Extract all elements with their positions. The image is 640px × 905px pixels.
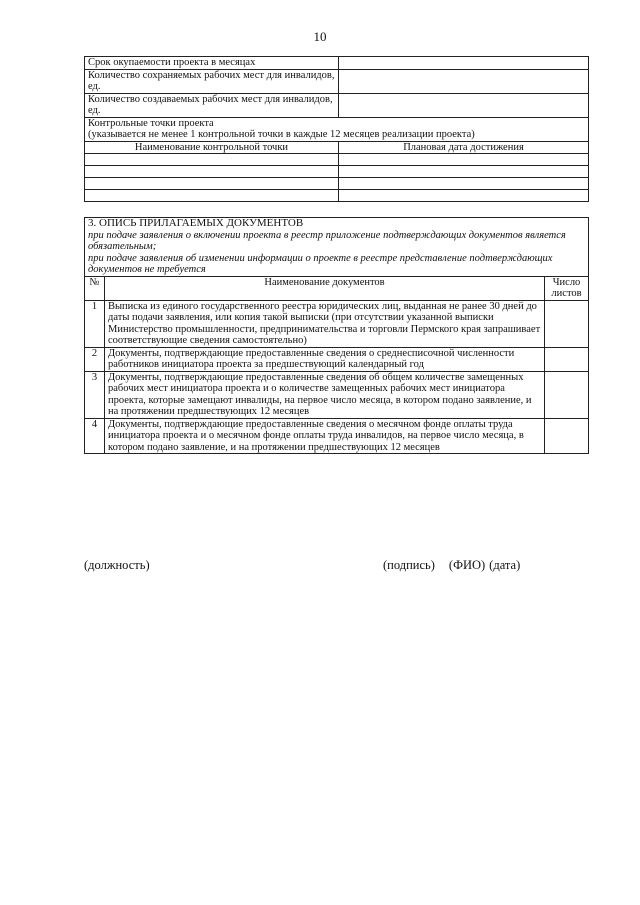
- document-row: [85, 418, 589, 454]
- document-row: [85, 371, 589, 418]
- doc-number: 3: [85, 371, 105, 418]
- doc-count-cell[interactable]: [545, 418, 589, 454]
- doc-name: Документы, подтверждающие предоставленные сведения о месячном фонде оплаты труда инициатора проекта и о месячном фонде оплаты труда инвалидов, на первое число месяца, в котором подано заявление, и на протяжении предшествующих 12 месяцев: [105, 418, 545, 454]
- document-row: [85, 300, 589, 347]
- signature-block: [383, 558, 534, 573]
- table-row: [85, 218, 589, 277]
- col-document-name: Наименование документов: [105, 276, 545, 300]
- kept-jobs-label: Количество сохраняемых рабочих мест для инвалидов, ед.: [85, 69, 339, 93]
- payback-value[interactable]: [339, 57, 589, 70]
- date-caption: (дата): [489, 558, 521, 572]
- documents-table: [84, 217, 589, 454]
- doc-count-cell[interactable]: [545, 347, 589, 371]
- checkpoints-title: Контрольные точки проекта: [88, 117, 214, 129]
- checkpoint-row: [85, 166, 589, 178]
- doc-name: Документы, подтверждающие предоставленные сведения об общем количестве замещенных рабочих мест инициатора проекта и о количестве замещенных рабочих мест инициатора проекта, которые замещают инвалиды, на первое число месяца, в котором подано заявление, и на протяжении предшествующих 12 месяцев: [105, 371, 545, 418]
- col-number: №: [85, 276, 105, 300]
- document-row: [85, 347, 589, 371]
- table-row: [85, 93, 589, 117]
- table-row: [85, 57, 589, 70]
- kept-jobs-value[interactable]: [339, 69, 589, 93]
- section3-note-1: при подаче заявления о включении проекта в реестр приложение подтверждающих документов является обязательным;: [88, 229, 566, 252]
- project-info-table: [84, 56, 589, 202]
- checkpoint-date-cell[interactable]: [339, 190, 589, 202]
- table-row: [85, 276, 589, 300]
- checkpoint-row: [85, 154, 589, 166]
- doc-number: 4: [85, 418, 105, 454]
- checkpoint-name-cell[interactable]: [85, 166, 339, 178]
- table-row: [85, 117, 589, 141]
- doc-count-cell[interactable]: [545, 300, 589, 347]
- doc-name: Выписка из единого государственного реестра юридических лиц, выданная не ранее 30 дней до даты подачи заявления, или копия такой выписки (при отсутствии указанной выписки Министерство промышленности, предпринимательства и торговли Пермского края запрашивает соответствующие сведения самостоятельно): [105, 300, 545, 347]
- page-number: 10: [313, 29, 327, 44]
- doc-count-cell[interactable]: [545, 371, 589, 418]
- col-checkpoint-name: Наименование контрольной точки: [85, 141, 339, 154]
- section3-header: [85, 218, 589, 277]
- table-row: [85, 69, 589, 93]
- doc-number: 2: [85, 347, 105, 371]
- checkpoint-name-cell[interactable]: [85, 154, 339, 166]
- signature-caption: (подпись): [383, 558, 435, 572]
- doc-name: Документы, подтверждающие предоставленные сведения о среднесписочной численности работников инициатора проекта за предшествующий календарный год: [105, 347, 545, 371]
- checkpoints-header: [85, 117, 589, 141]
- created-jobs-label: Количество создаваемых рабочих мест для инвалидов, ед.: [85, 93, 339, 117]
- section3-title: 3. ОПИСЬ ПРИЛАГАЕМЫХ ДОКУМЕНТОВ: [88, 217, 304, 229]
- payback-label: Срок окупаемости проекта в месяцах: [85, 57, 339, 70]
- checkpoint-row: [85, 190, 589, 202]
- col-page-count: Число листов: [545, 276, 589, 300]
- created-jobs-value[interactable]: [339, 93, 589, 117]
- position-caption: (должность): [84, 558, 150, 572]
- checkpoint-name-cell[interactable]: [85, 190, 339, 202]
- table-row: [85, 141, 589, 154]
- checkpoint-row: [85, 178, 589, 190]
- checkpoint-date-cell[interactable]: [339, 178, 589, 190]
- name-caption: (ФИО): [448, 558, 486, 572]
- col-checkpoint-date: Плановая дата достижения: [339, 141, 589, 154]
- checkpoint-date-cell[interactable]: [339, 154, 589, 166]
- checkpoints-note: (указывается не менее 1 контрольной точки в каждые 12 месяцев реализации проекта): [88, 129, 475, 140]
- checkpoint-date-cell[interactable]: [339, 166, 589, 178]
- checkpoint-name-cell[interactable]: [85, 178, 339, 190]
- doc-number: 1: [85, 300, 105, 347]
- section3-note-2: при подаче заявления об изменении информации о проекте в реестре представление подтверждающих документов не требуется: [88, 252, 553, 275]
